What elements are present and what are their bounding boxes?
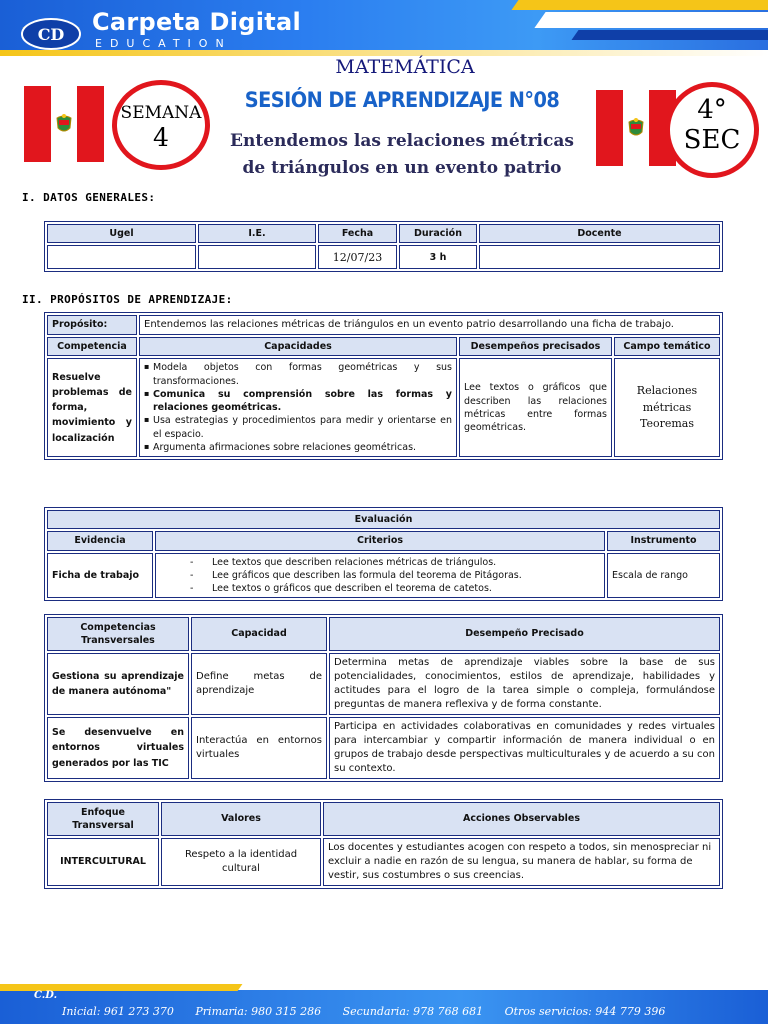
banner-stripe-yellow xyxy=(511,0,768,10)
header-instrumento: Instrumento xyxy=(607,531,720,550)
campo-line: Teoremas xyxy=(639,417,695,431)
peru-flag-left xyxy=(24,86,104,162)
evaluation-table xyxy=(44,507,723,601)
subject-title: MATEMÁTICA xyxy=(335,56,475,78)
enfoque-text: INTERCULTURAL xyxy=(47,838,159,886)
topic-line-1: Entendemos las relaciones métricas xyxy=(230,131,574,151)
banner-stripe-blue xyxy=(571,30,768,40)
capacidad-item: ▪ Modela objetos con formas geométricas y sus transformaciones. xyxy=(144,361,452,388)
transversal-desempeno: Determina metas de aprendizaje viables sobre la base de sus potencialidades, conocimientos, estilos de aprendizaje, habilidades y actitudes para el logro de la tarea simple o compleja, formulándose preguntas de manera reflexiva y de forma constante. xyxy=(329,653,720,715)
transversal-capacidad: Interactúa en entornos virtuales xyxy=(191,717,327,779)
value-fecha: 12/07/23 xyxy=(318,245,397,269)
coat-of-arms-icon xyxy=(627,116,645,140)
banner-stripe-white xyxy=(534,12,768,28)
value-docente xyxy=(479,245,720,269)
capacidades-cell xyxy=(139,358,457,457)
logo-text: CD xyxy=(37,25,65,44)
desempeno-text: Lee textos o gráficos que describen las relaciones métricas entre formas geométricas. xyxy=(459,358,612,457)
criterios-list xyxy=(160,556,600,596)
transversal-competencia: Se desenvuelve en entornos virtuales generados por las TIC xyxy=(47,717,189,779)
footer-cd: C.D. xyxy=(34,990,58,1001)
contact-inicial: Inicial: 961 273 370 xyxy=(62,1005,174,1018)
header-competencia: Competencia xyxy=(47,337,137,356)
coat-of-arms-icon xyxy=(55,112,73,136)
campo-line: métricas xyxy=(642,400,692,414)
purpose-text: Entendemos las relaciones métricas de triángulos en un evento patrio desarrollando una ficha de trabajo. xyxy=(139,315,720,335)
week-badge xyxy=(112,80,210,170)
header-competencias-transversales: Competencias Transversales xyxy=(47,617,189,651)
grade-label: SEC xyxy=(683,125,741,155)
header-desempenos: Desempeños precisados xyxy=(459,337,612,356)
criterio-item: - Lee gráficos que describen las formula del teorema de Pitágoras. xyxy=(160,569,600,582)
campo-line: Relaciones xyxy=(636,384,698,398)
contact-primaria: Primaria: 980 315 286 xyxy=(195,1005,322,1018)
purpose-label: Propósito: xyxy=(47,315,137,335)
week-label: SEMANA xyxy=(120,103,202,123)
brand-subtitle: EDUCATION xyxy=(95,37,232,50)
criterio-item: - Lee textos que describen relaciones métricas de triángulos. xyxy=(160,556,600,569)
header-duracion: Duración xyxy=(399,224,477,243)
brand-title: Carpeta Digital xyxy=(92,8,302,36)
capacidad-item: ▪ Usa estrategias y procedimientos para medir y orientarse en el espacio. xyxy=(144,414,452,441)
header-ie: I.E. xyxy=(198,224,316,243)
footer-banner xyxy=(0,984,768,1024)
header-fecha: Fecha xyxy=(318,224,397,243)
evaluation-title: Evaluación xyxy=(47,510,720,529)
criterios-cell xyxy=(155,553,605,599)
peru-flag-right xyxy=(596,90,676,166)
header-evidencia: Evidencia xyxy=(47,531,153,550)
header-capacidad: Capacidad xyxy=(191,617,327,651)
section-heading-propositos: II. PROPÓSITOS DE APRENDIZAJE: xyxy=(22,293,233,306)
session-title: SESIÓN DE APRENDIZAJE N°08 xyxy=(244,88,560,112)
cross-cutting-approach-table xyxy=(44,799,723,889)
capacidad-item: ▪ Comunica su comprensión sobre las formas y relaciones geométricas. xyxy=(144,388,452,415)
capacidad-item: ▪ Argumenta afirmaciones sobre relaciones geométricas. xyxy=(144,441,452,454)
value-duracion: 3 h xyxy=(399,245,477,269)
topic-title xyxy=(212,128,592,182)
footer-contacts xyxy=(62,1005,762,1018)
grade-number: 4° xyxy=(697,95,727,125)
header-ugel: Ugel xyxy=(47,224,196,243)
value-ugel xyxy=(47,245,196,269)
header-enfoque-transversal: Enfoque Transversal xyxy=(47,802,159,836)
criterio-item: - Lee textos o gráficos que describen el teorema de catetos. xyxy=(160,582,600,595)
section-heading-datos-generales: I. DATOS GENERALES: xyxy=(22,191,156,204)
contact-secundaria: Secundaria: 978 768 681 xyxy=(342,1005,484,1018)
header-capacidades: Capacidades xyxy=(139,337,457,356)
header-docente: Docente xyxy=(479,224,720,243)
grade-badge xyxy=(665,82,759,178)
header-criterios: Criterios xyxy=(155,531,605,550)
transversal-competencia: Gestiona su aprendizaje de manera autónoma" xyxy=(47,653,189,715)
topic-line-2: de triángulos en un evento patrio xyxy=(242,158,562,178)
contact-otros: Otros servicios: 944 779 396 xyxy=(504,1005,666,1018)
evidencia-text: Ficha de trabajo xyxy=(47,553,153,599)
competencia-text: Resuelve problemas de forma, movimiento y localización xyxy=(47,358,137,457)
transversal-capacidad: Define metas de aprendizaje xyxy=(191,653,327,715)
instrumento-text: Escala de rango xyxy=(607,553,720,599)
general-data-table xyxy=(44,221,723,272)
purposes-table xyxy=(44,312,723,460)
value-ie xyxy=(198,245,316,269)
header-valores: Valores xyxy=(161,802,321,836)
transversal-desempeno: Participa en actividades colaborativas en comunidades y redes virtuales para intercambiar y compartir información de manera individual o en grupos de trabajo desde perspectivas multiculturales y de acuerdo a su con su contexto. xyxy=(329,717,720,779)
campo-tematico-cell xyxy=(614,358,720,457)
header-campo-tematico: Campo temático xyxy=(614,337,720,356)
transversal-competencies-table xyxy=(44,614,723,782)
carpeta-digital-logo xyxy=(16,8,86,52)
capacidades-list xyxy=(144,361,452,454)
header-banner xyxy=(0,0,768,56)
valor-text: Respeto a la identidad cultural xyxy=(161,838,321,886)
header-desempeno-precisado: Desempeño Precisado xyxy=(329,617,720,651)
week-number: 4 xyxy=(153,123,169,152)
header-acciones-observables: Acciones Observables xyxy=(323,802,720,836)
acciones-text: Los docentes y estudiantes acogen con respeto a todos, sin menospreciar ni excluir a nadie en razón de su lengua, su manera de hablar, su forma de vestir, sus costumbres o sus creencias. xyxy=(323,838,720,886)
